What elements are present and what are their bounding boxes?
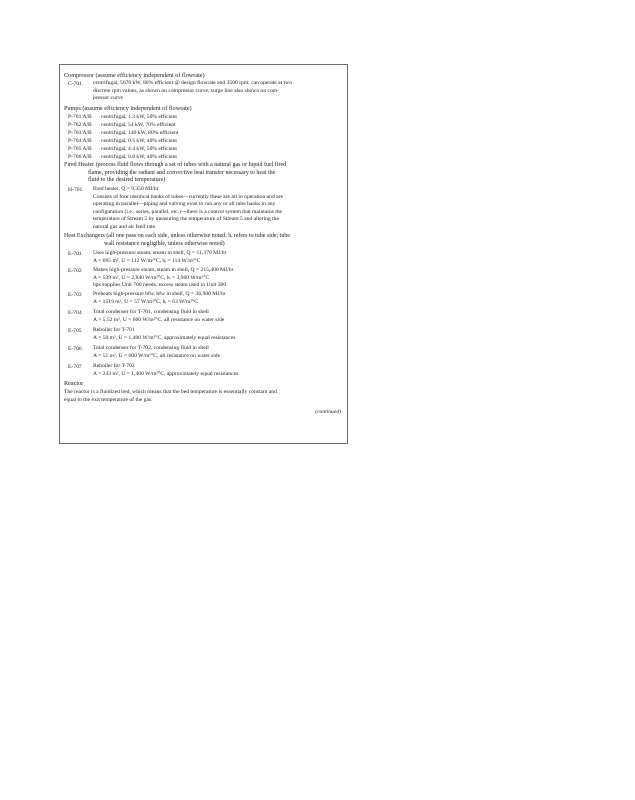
text-line: wall resistance negligible, unless otherwise noted) [104,240,225,247]
continued-label: (continued) [315,409,341,415]
text-line: centrifugal, 5670 kW, 80% efficient @ design flowrate and 3500 rpm; can operate at two [93,80,293,86]
exchanger-id: E-704 [68,310,82,316]
text-line: Fired Heater (process fluid flows through a set of tubes with a natural gas or liquid fuel fired [64,162,287,168]
pump-description: centrifugal, 1.3 kW, 50% efficient [101,114,177,120]
pump-description: centrifugal, 54 kW, 70% efficient [101,122,176,128]
text-line: pressor curve [93,95,123,102]
compressor-heading: Compressor (assume efficiency independent of flowrate) [64,72,205,79]
exchanger-id: E-702 [68,268,82,274]
text-line: A = 1519 m², U = 57 W/m²°C, hᵢ = 63 W/m²°C [93,298,198,305]
exchanger-id: E-706 [68,346,82,352]
reactor-description [64,389,343,404]
text-line: Preheats high-pressure bfw, bfw in shell, Q = 36,900 MJ/hr [93,291,226,297]
text-line: A = 243 m², U = 1,400 W/m²°C, approximately equal resistances [93,370,239,377]
pump-id: P-706 A/B [68,154,92,160]
text-line: Consists of four identical banks of tubes—currently these are all in operation and are [93,193,283,200]
text-line: natural gas and air feed rate. [93,223,157,230]
pump-id: P-705 A/B [68,146,92,152]
exchanger-id: E-707 [68,364,82,370]
text-line: A = 695 m², U = 112 W/m²°C, hᵢ = 114 W/m²°C [93,257,201,264]
text-line: Heat Exchangers (all one pass on each side, unless otherwise noted; hᵢ refers to tube side; tube [64,233,291,239]
pump-description: centrifugal, 0.8 kW, 40% efficient [101,154,177,160]
text-line: configuration (i.e., series, parallel, etc.)—there is a control system that maintains the [93,208,283,215]
text-line: fluid to the desired temperature) [88,177,166,184]
fired-heater-heading [64,162,343,185]
exchanger-description [93,309,343,324]
text-line: operating in parallel—piping and valving exist to run any or all tube banks in any [93,201,276,208]
text-line: hps supplies Unit 700 needs, excess steam used in Unit 300 [93,282,227,289]
text-line: temperature of Stream 5 by measuring the temperature of Stream 5 and altering the [93,216,279,223]
text-line: flame, providing the radiant and convective heat transfer necessary to heat the [88,169,276,176]
text-line: discrete rpm values, as shown on compressor curve; surge line also shown on com- [93,87,280,94]
exchanger-description [93,250,343,265]
text-line: A = 50 m², U = 1,400 W/m²°C, approximately equal resistances [93,334,236,341]
pump-id: P-704 A/B [68,138,92,144]
exchanger-id: E-703 [68,292,82,298]
text-line: Reboiler for T-702 [93,363,135,369]
text-line: Total condenser for T-702, condensing fluid in shell [93,345,209,351]
pump-id: P-702 A/B [68,122,92,128]
pump-id: P-701 A/B [68,114,92,120]
pump-description: centrifugal, 4.4 kW, 50% efficient [101,146,177,152]
text-line: Reboiler for T-701 [93,327,135,333]
heat-exchangers-heading [64,233,343,248]
fired-heater-id: H-701 [68,187,83,193]
text-line: The reactor is a fluidized bed, which means that the bed temperature is essentially constant and [64,389,277,395]
pump-description: centrifugal, 0.5 kW, 40% efficient [101,138,177,144]
text-line: Uses high-pressure steam, steam in shell, Q = 11,370 MJ/hr [93,250,227,256]
compressor-id: C-701 [68,81,82,87]
pumps-heading: Pumps (assume efficiency independent of flowrate) [64,105,192,112]
exchanger-id: E-705 [68,328,82,334]
exchanger-description [93,327,343,342]
pump-id: P-703 A/B [68,130,92,136]
text-line: A = 51 m², U = 600 W/m²°C, all resistance on water side [93,352,221,359]
text-line: equal to the exit temperature of the gas. [64,396,153,403]
text-line: fired heater, Q = 9,350 MJ/hr [93,186,159,192]
document-page [59,64,348,444]
exchanger-description [93,267,343,290]
text-line: Makes high-pressure steam, steam in shell, Q = 215,400 MJ/hr [93,267,234,273]
text-line: A = 5.52 m², U = 600 W/m²°C, all resistance on water side [93,316,225,323]
text-line: Total condenser for T-701, condensing fluid in shell [93,309,209,315]
compressor-description [93,80,343,103]
exchanger-id: E-701 [68,251,82,257]
exchanger-description [93,291,343,306]
exchanger-description [93,345,343,360]
fired-heater-description [93,186,343,232]
exchanger-description [93,363,343,378]
text-line: A = 539 m², U = 2,840 W/m²°C, hᵢ = 3,960 W/m²°C [93,274,210,281]
pump-description: centrifugal, 140 kW, 80% efficient [101,130,179,136]
reactor-heading: Reactor [64,380,84,387]
